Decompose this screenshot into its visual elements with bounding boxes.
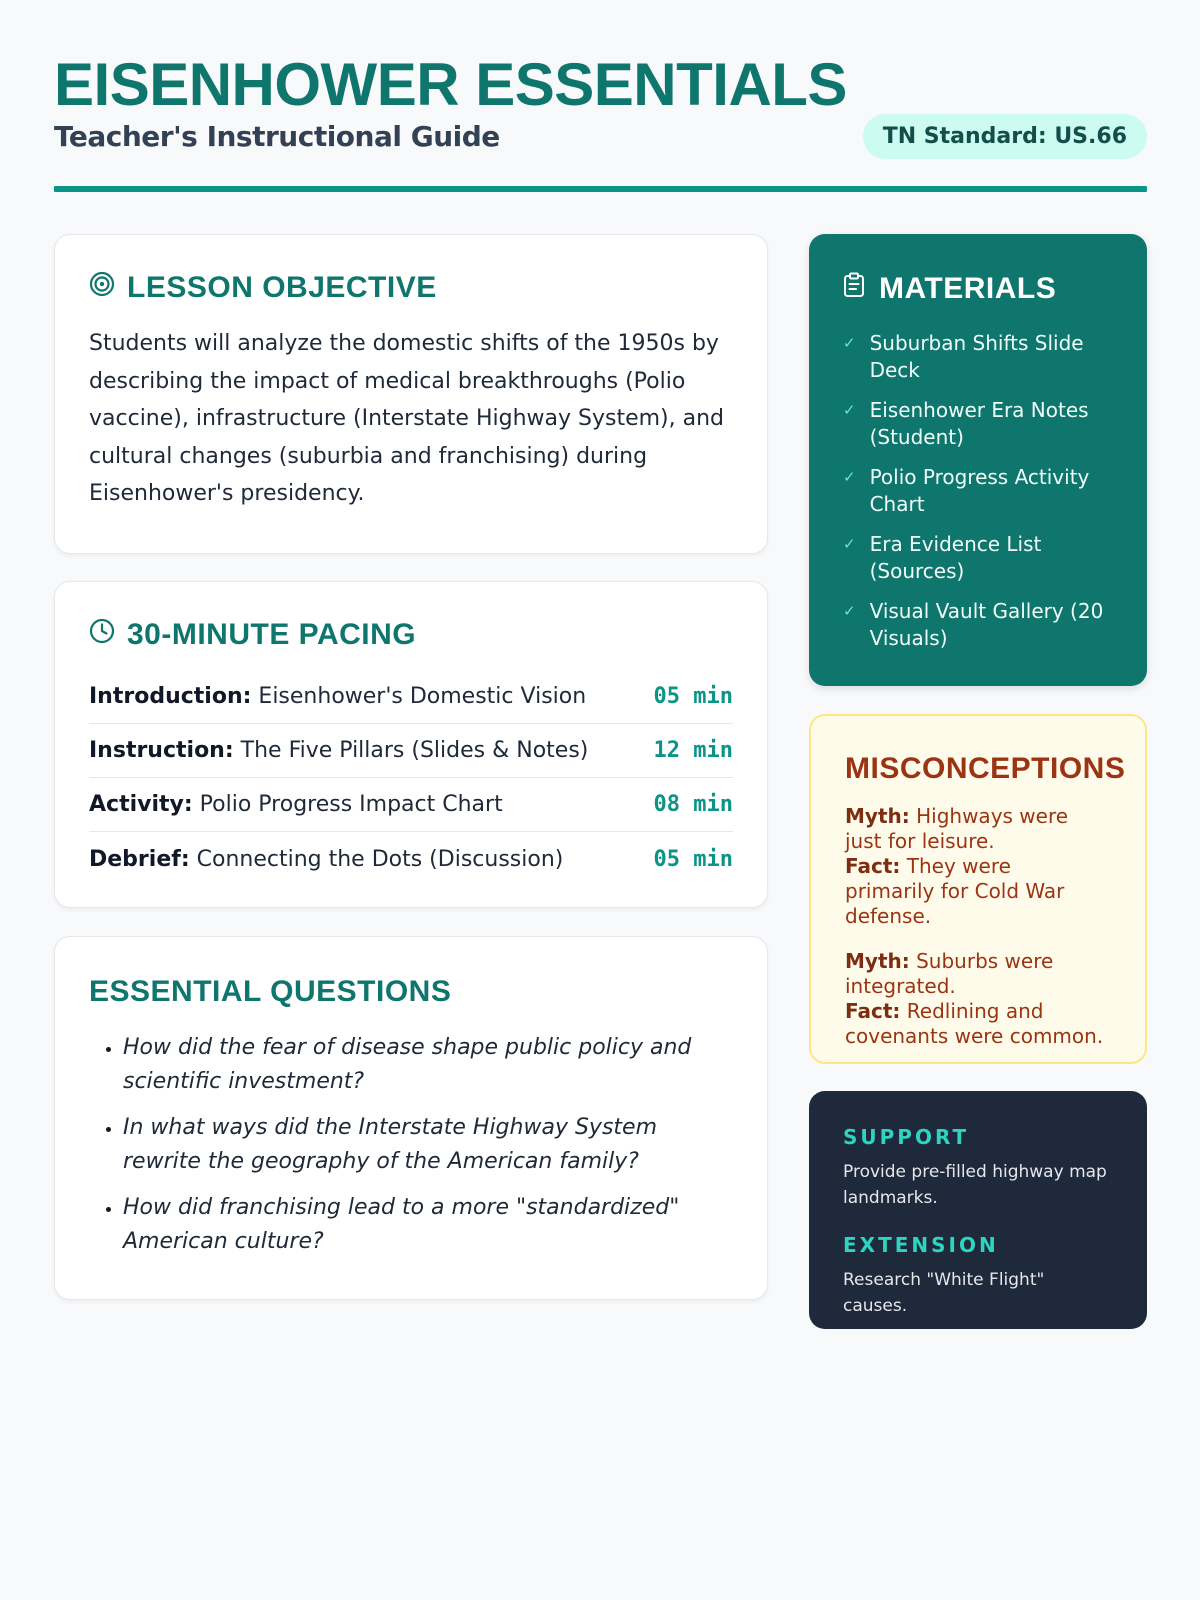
material-item: [843, 397, 1113, 451]
check-icon: ✓: [843, 535, 856, 553]
pacing-heading: [89, 618, 733, 652]
clock-icon: [89, 618, 115, 652]
myth-text: Suburbs were integrated.: [845, 949, 1054, 998]
pacing-row: [89, 778, 733, 832]
check-icon: ✓: [843, 401, 856, 419]
material-item-label: Eisenhower Era Notes (Student): [869, 398, 1089, 449]
fact-label: Fact:: [845, 999, 901, 1023]
fact-label: Fact:: [845, 854, 901, 878]
material-item-label: Suburban Shifts Slide Deck: [869, 331, 1084, 382]
myth-label: Myth:: [845, 949, 910, 973]
essential-questions-card: [54, 936, 768, 1300]
pacing-row-desc: The Five Pillars (Slides & Notes): [240, 738, 589, 763]
support-text: Provide pre-filled highway map landmarks.: [843, 1162, 1107, 1208]
question-item: • How did the fear of disease shape public policy and scientific investment?: [123, 1031, 733, 1099]
pacing-row-label: Introduction:: [89, 684, 252, 709]
materials-heading: [843, 272, 1113, 306]
extension-heading: EXTENSION: [843, 1233, 999, 1257]
material-item: [843, 598, 1113, 652]
lesson-objective-heading: [89, 271, 733, 305]
material-item: [843, 531, 1113, 585]
myth-text: Highways were just for leisure.: [845, 804, 1069, 853]
misconception-item: [845, 949, 1145, 1049]
material-item-label: Polio Progress Activity Chart: [869, 465, 1090, 516]
fact-text: Redlining and covenants were common.: [845, 999, 1104, 1048]
pacing-row: [89, 724, 733, 778]
materials-title: MATERIALS: [879, 272, 1057, 305]
material-item-label: Visual Vault Gallery (20 Visuals): [869, 599, 1104, 650]
support-extension-card: [809, 1091, 1147, 1329]
pacing-title: 30-MINUTE PACING: [127, 618, 417, 651]
essential-questions-title: ESSENTIAL QUESTIONS: [89, 975, 452, 1008]
clipboard-icon: [843, 272, 865, 306]
pacing-row-label: Activity:: [89, 792, 193, 817]
misconceptions-card: [809, 714, 1147, 1064]
question-item: • How did franchising lead to a more "standardized" American culture?: [123, 1191, 733, 1259]
check-icon: ✓: [843, 468, 856, 486]
pacing-row-label: Instruction:: [89, 738, 234, 763]
material-item: [843, 464, 1113, 518]
myth-label: Myth:: [845, 804, 910, 828]
support-heading: SUPPORT: [843, 1125, 970, 1149]
target-icon: [89, 271, 115, 305]
page-title: EISENHOWER ESSENTIALS: [54, 51, 847, 118]
material-item-label: Era Evidence List (Sources): [869, 532, 1042, 583]
pacing-list: [89, 670, 733, 886]
pacing-row-time: 08 min: [653, 792, 733, 817]
pacing-row-time: 12 min: [653, 738, 733, 763]
standard-badge: TN Standard: US.66: [863, 114, 1147, 159]
pacing-row-desc: Polio Progress Impact Chart: [199, 792, 503, 817]
pacing-row-desc: Connecting the Dots (Discussion): [196, 846, 564, 872]
materials-list: [843, 330, 1113, 652]
check-icon: ✓: [843, 334, 856, 352]
extension-text: Research "White Flight" causes.: [843, 1270, 1045, 1316]
material-item: [843, 330, 1113, 384]
pacing-card: [54, 581, 768, 908]
lesson-objective-text: Students will analyze the domestic shifts of the 1950s by describing the impact of medical breakthroughs (Polio vaccine), infrastructure (Interstate Highway System), and cultural changes (suburbia and franchising) during Eisenhower's presidency.: [89, 331, 725, 506]
materials-card: [809, 234, 1147, 686]
pacing-row-time: 05 min: [653, 846, 733, 872]
check-icon: ✓: [843, 602, 856, 620]
lesson-objective-card: [54, 234, 768, 554]
pacing-row-time: 05 min: [653, 684, 733, 709]
misconceptions-title: MISCONCEPTIONS: [845, 752, 1126, 785]
pacing-row: [89, 670, 733, 724]
page-header: [54, 51, 1147, 153]
essential-questions-list: [89, 1031, 733, 1259]
lesson-objective-title: LESSON OBJECTIVE: [127, 271, 437, 304]
fact-text: They were primarily for Cold War defense.: [845, 854, 1065, 928]
question-item: • In what ways did the Interstate Highway System rewrite the geography of the American family?: [123, 1111, 733, 1179]
pacing-row-desc: Eisenhower's Domestic Vision: [258, 684, 587, 709]
header-divider: [54, 186, 1147, 192]
pacing-row: [89, 832, 733, 886]
page-subtitle: Teacher's Instructional Guide: [54, 120, 500, 153]
misconception-item: [845, 804, 1145, 929]
pacing-row-label: Debrief:: [89, 846, 190, 872]
